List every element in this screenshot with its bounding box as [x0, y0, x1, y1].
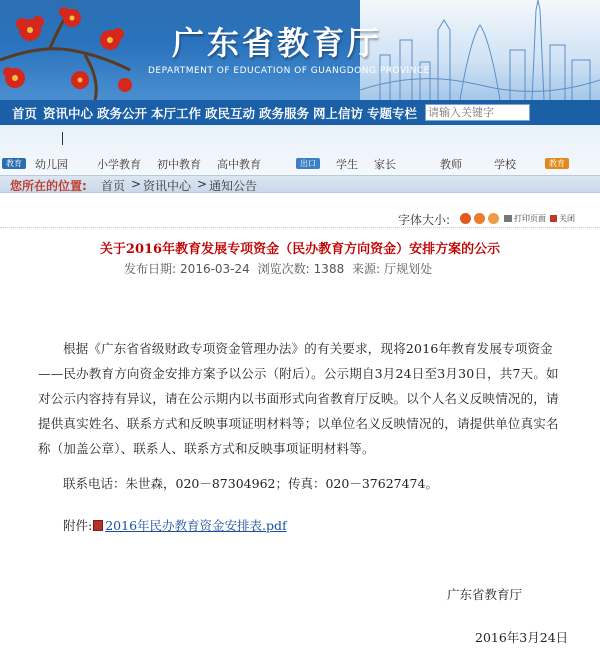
font-size-label: 字体大小:	[398, 213, 451, 227]
nav-item-dept-work[interactable]: 本厅工作	[151, 106, 202, 121]
contact-info: 联系电话：朱世森，020－87304962；传真：020－37627474。	[63, 476, 438, 491]
publish-date: 2016-03-24	[180, 262, 250, 276]
text-cursor	[62, 132, 63, 145]
print-icon	[504, 215, 512, 222]
breadcrumb-separator: >	[131, 177, 142, 191]
print-button[interactable]	[504, 213, 546, 224]
source-value: 厅规划处	[384, 262, 433, 276]
nav-item-services[interactable]: 政务服务	[259, 106, 310, 121]
search-input[interactable]	[425, 104, 530, 121]
signoff-date: 2016年3月24日	[475, 630, 569, 645]
views-label: 浏览次数:	[257, 262, 310, 276]
source-label: 来源:	[352, 262, 381, 276]
breadcrumb-home[interactable]: 首页	[101, 179, 126, 193]
site-subtitle: DEPARTMENT OF EDUCATION OF GUANGDONG PROVINCE	[148, 66, 430, 76]
views-count: 1388	[313, 262, 345, 276]
breadcrumb-news[interactable]: 资讯中心	[143, 179, 192, 193]
site-title: 广东省教育厅	[172, 24, 383, 62]
nav-item-interaction[interactable]: 政民互动	[205, 106, 256, 121]
kapok-flowers-image	[0, 0, 150, 100]
nav-item-gov-open[interactable]: 政务公开	[97, 106, 148, 121]
breadcrumb	[0, 175, 600, 193]
breadcrumb-label: 您所在的位置:	[10, 179, 87, 193]
attachment-row	[63, 516, 287, 534]
close-icon	[550, 215, 557, 222]
city-skyline-image	[360, 0, 600, 100]
article-title: 关于2016年教育发展专项资金（民办教育方向资金）安排方案的公示	[99, 242, 501, 257]
close-label: 关闭	[559, 214, 575, 223]
pdf-icon	[93, 520, 103, 531]
sub-link-teachers[interactable]: 教师	[440, 158, 462, 170]
attachment-label: 附件:	[63, 518, 93, 533]
sub-link-students[interactable]: 学生	[336, 158, 358, 170]
attachment-link[interactable]: 2016年民办教育资金安排表.pdf	[105, 518, 287, 533]
nav-item-news[interactable]: 资讯中心	[43, 106, 94, 121]
print-label: 打印页面	[514, 214, 546, 223]
sub-tag-right: 教育	[545, 158, 569, 169]
sub-link-primary[interactable]: 小学教育	[97, 158, 141, 170]
sub-link-schools[interactable]: 学校	[494, 158, 516, 170]
font-small-icon[interactable]	[488, 213, 499, 224]
sub-tag-left: 教育	[2, 158, 26, 169]
article-body: 根据《广东省省级财政专项资金管理办法》的有关要求，现将2016年教育发展专项资金——民办教育方向资金安排方案予以公示（附后）。公示期自3月24日至3月30日，共7天。如对公示内容持有异议，请在公示期内以书面形式向省教育厅反映。以个人名义反映情况的，请提供真实姓名、联系方式和反映事项证明材料等；以单位名义反映情况的，请提供单位真实名称（加盖公章）、联系人、联系方式和反映事项证明材料等。	[38, 341, 559, 456]
sub-link-junior[interactable]: 初中教育	[157, 158, 201, 170]
nav-item-petition[interactable]: 网上信访	[313, 106, 364, 121]
sub-nav-strip	[0, 156, 600, 170]
article-meta	[124, 260, 436, 277]
font-size-toolbar	[0, 210, 600, 228]
nav-item-home[interactable]: 首页	[12, 106, 38, 121]
publish-date-label: 发布日期:	[124, 262, 177, 276]
sub-tag-mid: 出口	[296, 158, 320, 169]
sub-link-kindergarten[interactable]: 幼儿园	[35, 158, 68, 170]
font-large-icon[interactable]	[460, 213, 471, 224]
sub-link-senior[interactable]: 高中教育	[217, 158, 261, 170]
site-banner	[0, 0, 600, 100]
sub-link-parents[interactable]: 家长	[374, 158, 396, 170]
close-button[interactable]	[550, 213, 575, 224]
signoff: 广东省教育厅	[447, 587, 523, 602]
font-medium-icon[interactable]	[474, 213, 485, 224]
breadcrumb-separator: >	[197, 177, 208, 191]
breadcrumb-notices[interactable]: 通知公告	[209, 179, 258, 193]
nav-item-topics[interactable]: 专题专栏	[367, 106, 418, 121]
